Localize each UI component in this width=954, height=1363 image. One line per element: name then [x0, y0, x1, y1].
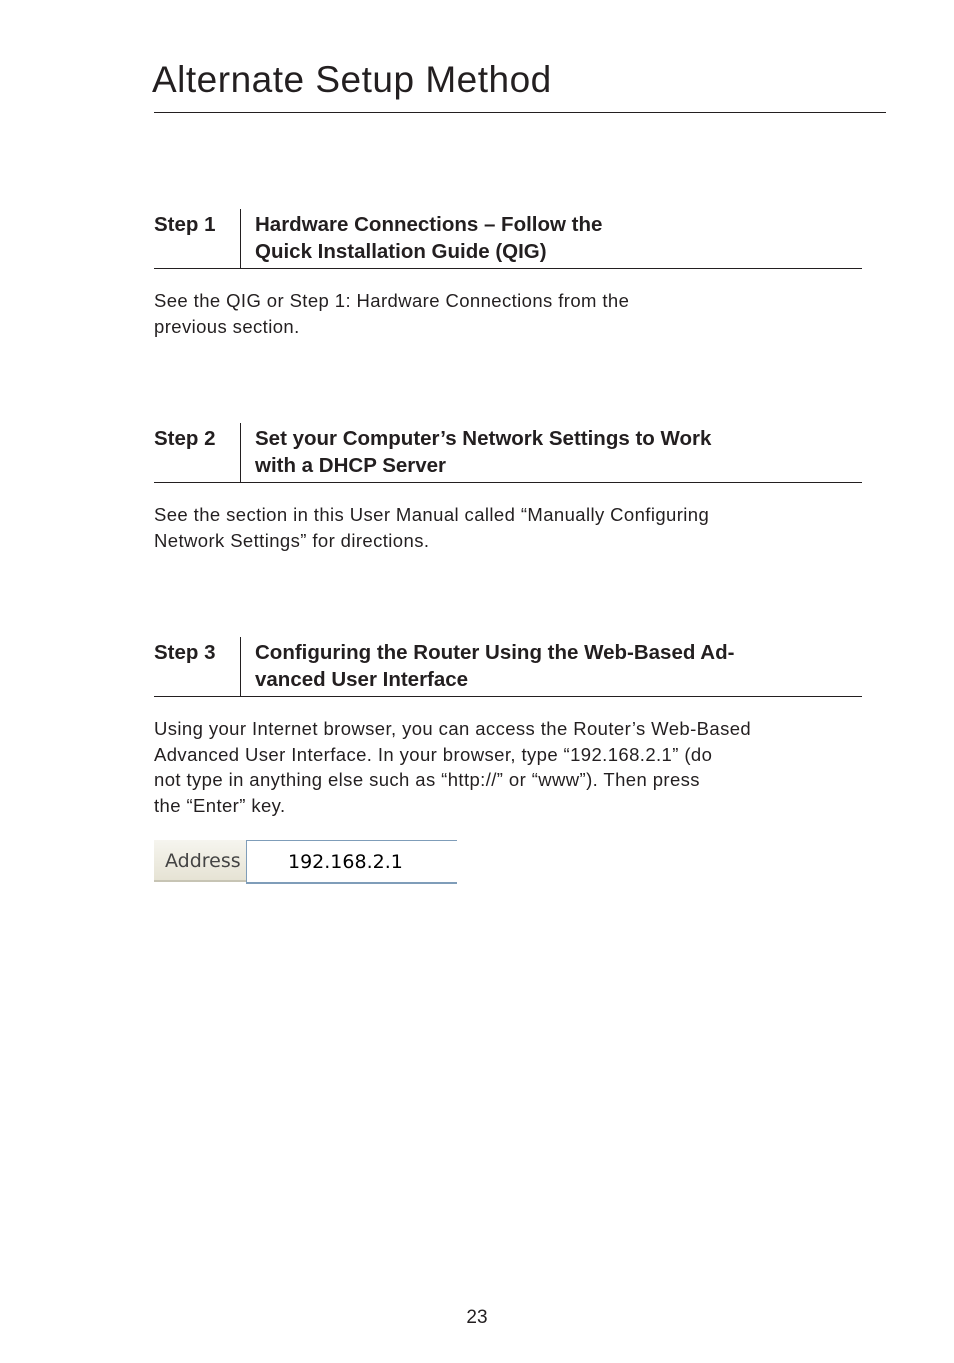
- page-title: Alternate Setup Method: [152, 59, 552, 100]
- step-heading: [255, 425, 855, 479]
- step-body-line: Using your Internet browser, you can access the Router’s Web-Based: [154, 718, 752, 739]
- step-2-section: [154, 423, 862, 553]
- step-3-section: [154, 637, 862, 818]
- step-body-line: previous section.: [154, 315, 300, 337]
- step-header: [154, 209, 862, 269]
- title-rule: [154, 112, 886, 113]
- step-heading-line: Hardware Connections – Follow the: [255, 213, 603, 236]
- step-divider: [240, 423, 241, 482]
- step-body-line: Network Settings” for directions.: [154, 529, 430, 551]
- step-label: Step 2: [154, 427, 216, 450]
- step-body-line: Advanced User Interface. In your browser, type “192.168.2.1” (do: [154, 743, 713, 765]
- step-header: [154, 637, 862, 697]
- step-body-line: See the QIG or Step 1: Hardware Connections from the: [154, 290, 630, 311]
- step-header: [154, 423, 862, 483]
- step-heading-line: Configuring the Router Using the Web-Based Ad-: [255, 641, 735, 664]
- address-bar-screenshot: [154, 840, 457, 884]
- step-body-line: the “Enter” key.: [154, 794, 286, 816]
- step-label: Step 1: [154, 213, 216, 236]
- step-body-line: See the section in this User Manual called “Manually Configuring: [154, 504, 710, 525]
- step-divider: [240, 209, 241, 268]
- address-label: Address: [154, 840, 246, 882]
- step-heading-line: Set your Computer’s Network Settings to Work: [255, 427, 712, 450]
- step-heading-line: Quick Installation Guide (QIG): [255, 240, 547, 263]
- address-input[interactable]: 192.168.2.1: [246, 840, 457, 884]
- step-label: Step 3: [154, 641, 216, 664]
- step-body: [154, 716, 862, 818]
- step-heading: [255, 639, 855, 693]
- step-body-line: not type in anything else such as “http://” or “www”). Then press: [154, 769, 700, 790]
- step-body: [154, 288, 862, 339]
- step-1-section: [154, 209, 862, 339]
- step-heading-line: vanced User Interface: [255, 668, 469, 691]
- step-heading: [255, 211, 855, 265]
- step-divider: [240, 637, 241, 696]
- step-body: [154, 502, 862, 553]
- step-heading-line: with a DHCP Server: [255, 454, 447, 477]
- page-number: 23: [466, 1307, 488, 1328]
